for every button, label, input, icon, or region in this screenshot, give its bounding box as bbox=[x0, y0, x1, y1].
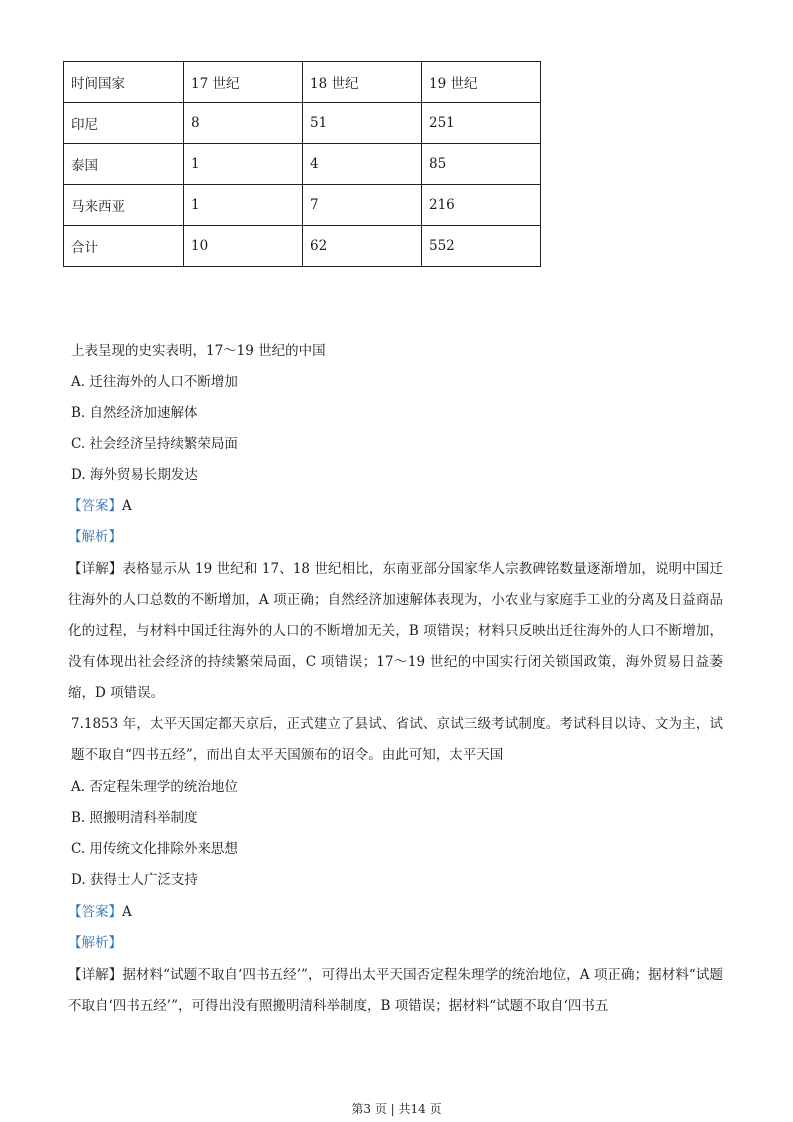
detail-paragraph bbox=[68, 960, 723, 1022]
detail-paragraph bbox=[68, 554, 723, 709]
table-cell: 印尼 bbox=[64, 103, 184, 144]
table-cell: 1 bbox=[184, 185, 303, 226]
table-cell: 10 bbox=[184, 226, 303, 267]
table-cell: 216 bbox=[422, 185, 541, 226]
option-d: D. 获得士人广泛支持 bbox=[71, 872, 198, 888]
option-a: A. 否定程朱理学的统治地位 bbox=[71, 779, 238, 795]
table-cell: 7 bbox=[303, 185, 422, 226]
question-stem: 上表呈现的史实表明，17～19 世纪的中国 bbox=[71, 343, 326, 359]
table-cell: 85 bbox=[422, 144, 541, 185]
table-cell: 51 bbox=[303, 103, 422, 144]
question-stem: 7.1853 年，太平天国定都天京后，正式建立了县试、省试、京试三级考试制度。考试科目以诗、文为主，试题不取自“四书五经”，而出自太平天国颁布的诏令。由此可知，太平天国 bbox=[71, 716, 723, 763]
table-cell: 552 bbox=[422, 226, 541, 267]
detail-text: 据材料“试题不取自‘四书五经’”，可得出太平天国否定程朱理学的统治地位，A 项正确；据材料“试题不取自‘四书五经’”，可得出没有照搬明清科举制度，B 项错误；据材料“试题不取自‘四书五 bbox=[68, 967, 723, 1014]
answer-line bbox=[68, 902, 132, 922]
answer-tag: 【答案】 bbox=[68, 498, 122, 514]
table-cell: 8 bbox=[184, 103, 303, 144]
detail-text: 表格显示从 19 世纪和 17、18 世纪相比，东南亚部分国家华人宗教碑铭数量逐渐增加，说明中国迁往海外的人口总数的不断增加，A 项正确；自然经济加速解体表现为，小农业与家庭手工业的分离及日益商品化的过程，与材料中国迁往海外的人口的不断增加无关，B 项错误；材料只反映出迁往海外的人口不断增加，没有体现出社会经济的持续繁荣局面，C 项错误；17～19 世纪的中国实行闭关锁国政策，海外贸易日益萎缩，D 项错误。 bbox=[68, 561, 724, 701]
table-row bbox=[64, 144, 541, 185]
data-table bbox=[63, 61, 541, 267]
table-header-cell: 时间国家 bbox=[64, 62, 184, 103]
page-footer: 第3 页 | 共14 页 bbox=[351, 1102, 442, 1116]
analysis-tag: 【解析】 bbox=[68, 529, 122, 545]
table-row bbox=[64, 185, 541, 226]
table-row bbox=[64, 226, 541, 267]
table-cell: 泰国 bbox=[64, 144, 184, 185]
table-cell: 251 bbox=[422, 103, 541, 144]
option-b: B. 照搬明清科举制度 bbox=[71, 810, 198, 826]
table-row bbox=[64, 103, 541, 144]
table-cell: 4 bbox=[303, 144, 422, 185]
option-c: C. 社会经济呈持续繁荣局面 bbox=[71, 436, 238, 452]
table-header-cell: 18 世纪 bbox=[303, 62, 422, 103]
table-header-row bbox=[64, 62, 541, 103]
option-b: B. 自然经济加速解体 bbox=[71, 405, 198, 421]
answer-tag: 【答案】 bbox=[68, 904, 122, 920]
analysis-line bbox=[68, 527, 122, 547]
detail-tag: 【详解】 bbox=[68, 561, 123, 577]
option-c: C. 用传统文化排除外来思想 bbox=[71, 841, 238, 857]
option-a: A. 迁往海外的人口不断增加 bbox=[71, 374, 238, 390]
table-cell: 62 bbox=[303, 226, 422, 267]
answer-line bbox=[68, 496, 132, 516]
table-cell: 1 bbox=[184, 144, 303, 185]
option-d: D. 海外贸易长期发达 bbox=[71, 467, 198, 483]
table-header-cell: 17 世纪 bbox=[184, 62, 303, 103]
analysis-line bbox=[68, 933, 122, 953]
answer-value: A bbox=[122, 498, 132, 514]
table-cell: 合计 bbox=[64, 226, 184, 267]
analysis-tag: 【解析】 bbox=[68, 935, 122, 951]
table-cell: 马来西亚 bbox=[64, 185, 184, 226]
table-header-cell: 19 世纪 bbox=[422, 62, 541, 103]
answer-value: A bbox=[122, 904, 132, 920]
detail-tag: 【详解】 bbox=[68, 967, 123, 983]
